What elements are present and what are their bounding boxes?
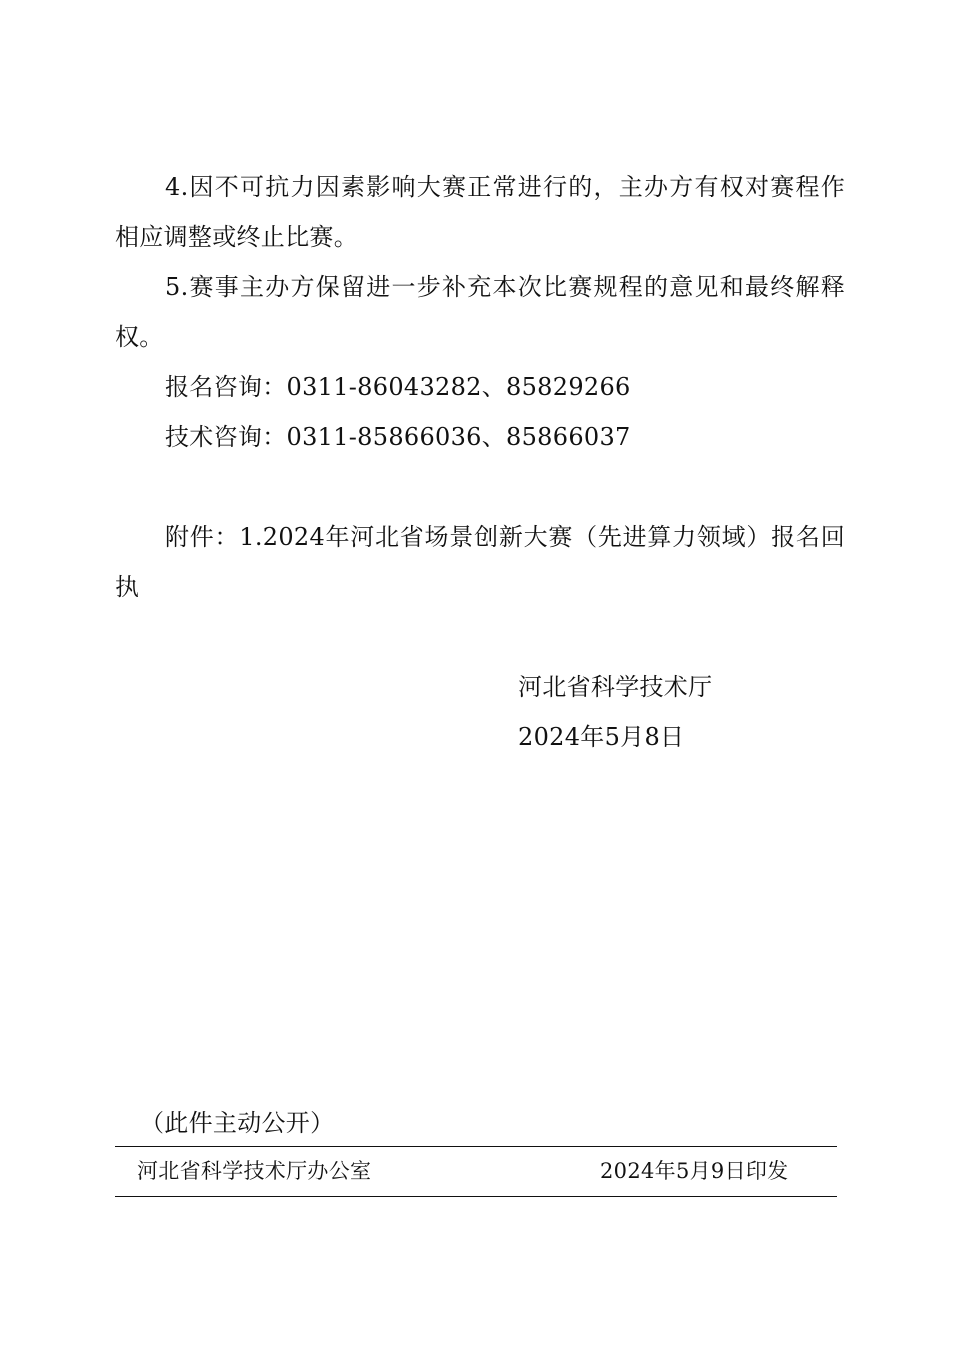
item-4-line-2: 相应调整或终止比赛。: [115, 223, 358, 251]
registration-contact: 报名咨询：0311-86043282、85829266: [165, 373, 631, 401]
footer-issue-date: 2024年5月9日印发: [600, 1159, 789, 1183]
item-5-line-1: 5.赛事主办方保留进一步补充本次比赛规程的意见和最终解释: [165, 273, 845, 301]
issuer-name: 河北省科学技术厅: [518, 673, 713, 701]
technical-contact: 技术咨询：0311-85866036、85866037: [165, 423, 631, 451]
item-5-line-2: 权。: [115, 323, 164, 351]
attachment-line-1: 附件：1.2024年河北省场景创新大赛（先进算力领域）报名回: [165, 523, 845, 551]
issue-signature-date: 2024年5月8日: [518, 723, 685, 751]
attachment-line-2: 执: [115, 573, 140, 601]
footer-office: 河北省科学技术厅办公室: [137, 1159, 372, 1183]
footer-bottom-rule: [115, 1196, 837, 1197]
footer-top-rule: [115, 1146, 837, 1147]
disclosure-note: （此件主动公开）: [140, 1109, 335, 1137]
item-4-line-1: 4.因不可抗力因素影响大赛正常进行的，主办方有权对赛程作: [165, 173, 845, 201]
